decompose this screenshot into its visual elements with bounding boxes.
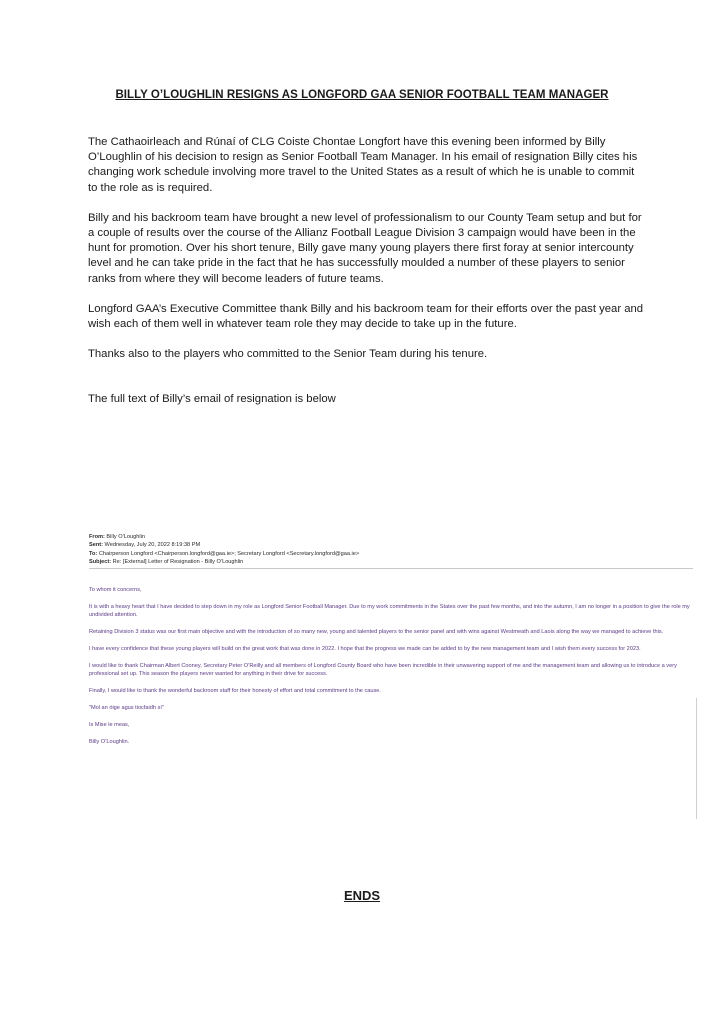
- paragraph-email-intro: The full text of Billy’s email of resignation is below: [88, 393, 336, 406]
- email-from-value: Billy O’Loughlin: [106, 534, 145, 540]
- email-subject-row: [89, 558, 693, 566]
- paragraph-announcement: The Cathaoirleach and Rúnaí of CLG Coiste Chontae Longfort have this evening been informed by Billy O’Loughlin of his decision to resign as Senior Football Team Manager. In his email of resignation Billy cites his changing work schedule involving more travel to the United States as a result of which he is unable to commit to the role as is required.: [88, 136, 638, 194]
- email-quote: "Mol an óige agus tiocfaidh sí": [89, 705, 164, 712]
- paragraph-thanks-players: Thanks also to the players who committed to the Senior Team during his tenure.: [88, 348, 488, 361]
- email-paragraph: I have every confidence that these young players will build on the great work that was done in 2022. I hope that the progress we made can be added to by the new management team and I wish them every success for 2023.: [89, 645, 641, 652]
- email-paragraph: It is with a heavy heart that I have decided to step down in my role as Longford Senior Football Manager. Due to my work commitments in the States over the past few months, and into the autumn, I am no longer in a position to give the role my undivided attention.: [89, 603, 690, 619]
- email-paragraph: I would like to thank Chairman Albert Cooney, Secretary Peter O’Reilly and all members of Longford County Board who have been incredible in their unwavering support of me and the management team and allowing us to introduce a very professional set up. This season the players never wanted for anything in their drive for success.: [89, 662, 677, 678]
- page-title: BILLY O’LOUGHLIN RESIGNS AS LONGFORD GAA SENIOR FOOTBALL TEAM MANAGER: [115, 89, 609, 101]
- email-paragraph: Finally, I would like to thank the wonderful backroom staff for their honesty of effort and total commitment to the cause.: [89, 688, 381, 695]
- email-edge-rule: [696, 698, 697, 819]
- email-closing: Is Mise le meas,: [89, 722, 130, 729]
- email-to-label: To:: [89, 550, 98, 557]
- email-to-row: [89, 550, 693, 558]
- ends-marker: ENDS: [343, 888, 381, 903]
- email-divider: [89, 568, 693, 569]
- email-to-value: Chairperson Longford <Chairperson.longford@gaa.ie>; Secretary Longford <Secretary.longford@gaa.ie>: [98, 550, 360, 557]
- email-screenshot: [89, 533, 693, 819]
- email-paragraph: Retaining Division 3 status was our first main objective and with the introduction of so many new, young and talented players to the senior panel and with wins against Westmeath and Laois along the way we managed to achieve this.: [89, 629, 664, 635]
- email-sent-label: Sent:: [89, 542, 103, 549]
- email-body: [89, 586, 693, 747]
- email-sent-value: Wednesday, July 20, 2022 8:19:38 PM: [104, 542, 201, 549]
- email-from-row: [89, 533, 693, 541]
- email-signature: Billy O’Loughlin.: [89, 738, 130, 745]
- email-salutation: To whom it concerns,: [89, 586, 142, 593]
- press-release-body: [88, 135, 644, 423]
- paragraph-achievements: Billy and his backroom team have brought a new level of professionalism to our County Team setup and but for a couple of results over the course of the Allianz Football League Division 3 campaign would have been in the hunt for promotion. Over his short tenure, Billy gave many young players there first foray at senior intercounty level and he can take pride in the fact that he has successfully moulded a number of these players to senior ranks from where they will become leaders of future teams.: [88, 211, 642, 285]
- paragraph-thanks-committee: Longford GAA’s Executive Committee thank Billy and his backroom team for their efforts over the past year and wish each of them well in whatever team role they may decide to take up in the future.: [88, 302, 644, 331]
- email-from-label: From:: [89, 534, 105, 540]
- email-sent-row: [89, 541, 693, 549]
- email-subject-label: Subject:: [89, 559, 112, 566]
- email-header: [89, 533, 693, 567]
- email-subject-value: Re: [External] Letter of Resignation - Billy O’Loughlin: [112, 559, 244, 566]
